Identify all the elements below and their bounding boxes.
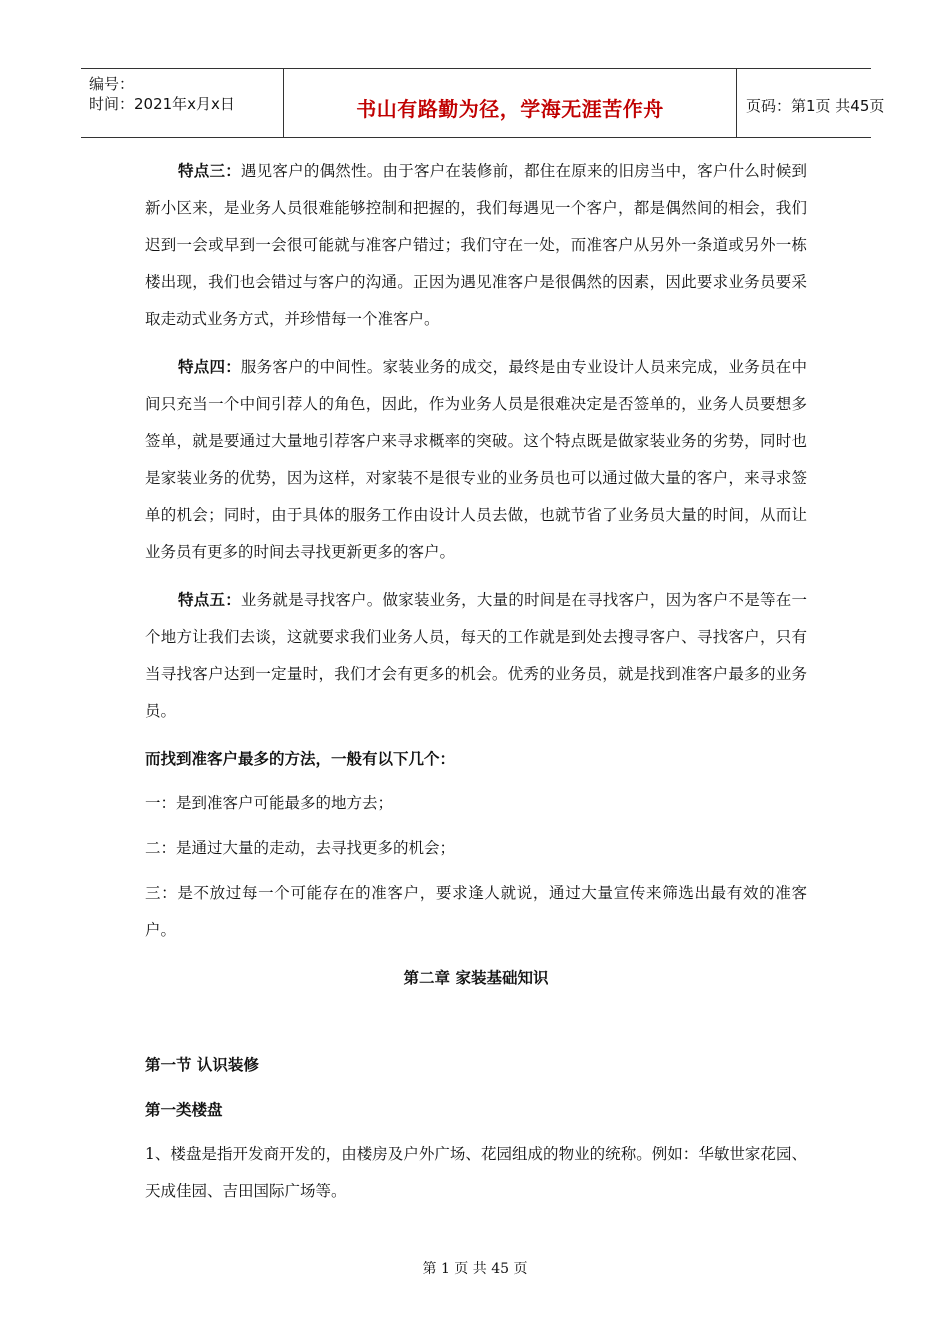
page-footer: 第 1 页 共 45 页 [422, 1261, 528, 1277]
subsection-title: 第一类楼盘 [145, 1100, 223, 1119]
header-meta-cell [81, 69, 283, 137]
header-motto-cell [283, 69, 737, 137]
header-page-cell [736, 69, 885, 137]
feature-text: 业务就是寻找客户。做家装业务，大量的时间是在寻找客户，因为客户不是等在一个地方让我们去谈，这就要求我们业务人员，每天的工作就是到处去搜寻客户、寻找客户，只有当寻找客户达到一定量时，我们才会有更多的机会。优秀的业务员，就是找到准客户最多的业务员。 [145, 591, 807, 720]
motto: 书山有路勤为径，学海无涯苦作舟 [356, 97, 664, 121]
paragraph-feature-4 [145, 348, 807, 571]
document-body [145, 152, 807, 1220]
date-label: 时间：2021年x月x日 [89, 95, 235, 113]
feature-label: 特点四： [178, 357, 241, 376]
feature-text: 服务客户的中间性。家装业务的成交，最终是由专业设计人员来完成，业务员在中间只充当一个中间引荐人的角色，因此，作为业务人员是很难决定是否签单的，业务人员要想多签单，就是要通过大量地引荐客户来寻求概率的突破。这个特点既是做家装业务的劣势，同时也是家装业务的优势，因为这样，对家装不是很专业的业务员也可以通过做大量的客户，来寻求签单的机会；同时，由于具体的服务工作由设计人员去做，也就节省了业务员大量的时间，从而让业务员有更多的时间去寻找更新更多的客户。 [145, 358, 807, 561]
feature-label: 特点五： [178, 590, 241, 609]
page-info: 页码：第1页 共45页 [746, 97, 885, 115]
section-title: 第一节 认识装修 [145, 1055, 259, 1074]
paragraph-feature-3 [145, 152, 807, 338]
method-item: 一：是到准客户可能最多的地方去； [145, 794, 394, 812]
serial-label: 编号： [89, 75, 135, 93]
chapter-title: 第二章 家装基础知识 [403, 968, 549, 987]
feature-label: 特点三： [178, 161, 241, 180]
feature-text: 遇见客户的偶然性。由于客户在装修前，都住在原来的旧房当中，客户什么时候到新小区来，是业务人员很难能够控制和把握的，我们每遇见一个客户，都是偶然间的相会，我们迟到一会或早到一会很可能就与准客户错过；我们守在一处，而准客户从另外一条道或另外一栋楼出现，我们也会错过与客户的沟通。正因为遇见准客户是很偶然的因素，因此要求业务员要采取走动式业务方式，并珍惜每一个准客户。 [145, 162, 807, 328]
paragraph-feature-5 [145, 581, 807, 730]
method-item: 二：是通过大量的走动，去寻找更多的机会； [145, 839, 456, 857]
header-table [81, 68, 885, 138]
method-item: 三：是不放过每一个可能存在的准客户，要求逢人就说，通过大量宣传来筛选出最有效的准客户。 [145, 884, 807, 939]
item-1: 1、楼盘是指开发商开发的，由楼房及户外广场、花园组成的物业的统称。例如：华敏世家花园、天成佳园、吉田国际广场等。 [145, 1145, 807, 1200]
methods-intro: 而找到准客户最多的方法，一般有以下几个： [145, 749, 456, 768]
